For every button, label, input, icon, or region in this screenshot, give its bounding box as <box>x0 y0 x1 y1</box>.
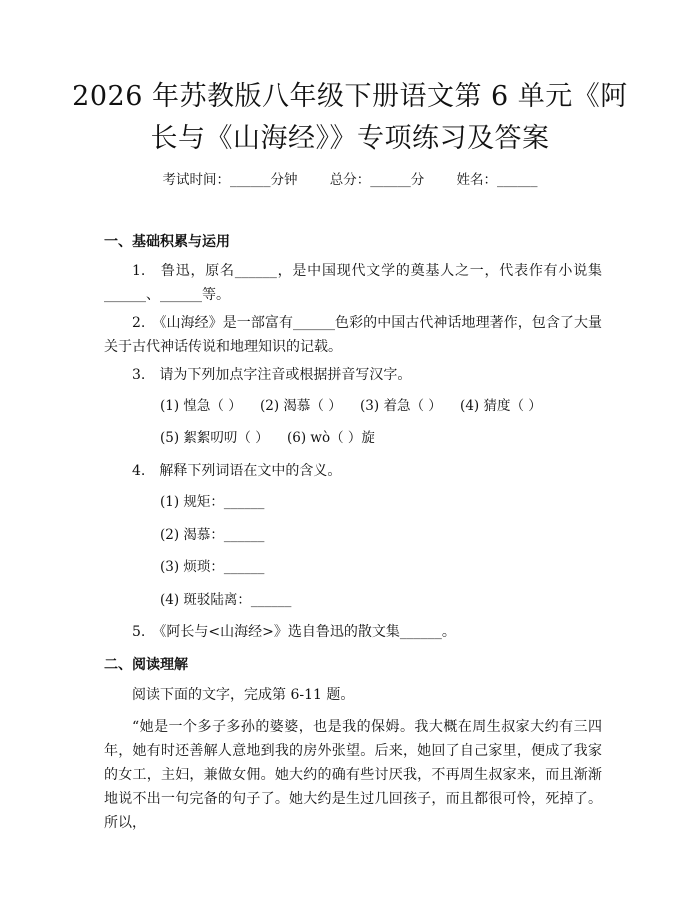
question-1: 1. 鲁迅，原名______，是中国现代文学的奠基人之一，代表作有小说集______、______等。 <box>104 263 602 303</box>
q3-item: (1) 惶急（ ） <box>160 398 242 414</box>
question-3-stem: 3. 请为下列加点字注音或根据拼音写汉字。 <box>132 367 412 383</box>
q4-item: (1) 规矩：______ <box>160 494 265 510</box>
q3-item: (2) 渴慕（ ） <box>260 398 342 414</box>
section-heading-basics: 一、基础积累与运用 <box>104 234 230 250</box>
exam-score: 总分：______分 <box>329 172 425 188</box>
question-5: 5. 《阿长与<山海经>》选自鲁迅的散文集______。 <box>132 624 456 640</box>
q3-item: (6) wò（ ）旋 <box>287 430 375 446</box>
question-3-row-2 <box>160 427 389 449</box>
reading-intro: 阅读下面的文字，完成第 6-11 题。 <box>132 687 355 703</box>
q4-item: (3) 烦琐：______ <box>160 559 265 575</box>
exam-meta <box>0 168 700 188</box>
q4-item: (2) 渴慕：______ <box>160 527 265 543</box>
section-heading-reading: 二、阅读理解 <box>104 657 188 673</box>
question-2: 2. 《山海经》是一部富有______色彩的中国古代神话地理著作，包含了大量关于古代神话传说和地理知识的记载。 <box>104 315 602 355</box>
page-title: 2026 年苏教版八年级下册语文第 6 单元《阿长与《山海经》》专项练习及答案 <box>72 81 628 154</box>
q3-item: (4) 猜度（ ） <box>460 398 542 414</box>
question-3-row-1 <box>160 395 556 417</box>
q3-item: (3) 着急（ ） <box>360 398 442 414</box>
exam-name: 姓名：______ <box>456 172 538 188</box>
reading-passage: “她是一个多子多孙的婆婆，也是我的保姆。我大概在周生叔家大约有三四年，她有时还善解人意地到我的房外张望。后来，她回了自己家里，便成了我家的女工，主妇，兼做女佣。她大约的确有些讨厌我，不再周生叔家来，而且渐渐地说不出一句完备的句子了。她大约是生过几回孩子，而且都很可怜，死掉了。所以， <box>104 719 602 831</box>
question-4-stem: 4. 解释下列词语在文中的含义。 <box>132 463 342 479</box>
q3-item: (5) 絮絮叨叨（ ） <box>160 430 269 446</box>
exam-time: 考试时间：______分钟 <box>162 172 298 188</box>
q4-item: (4) 斑驳陆离：______ <box>160 592 292 608</box>
